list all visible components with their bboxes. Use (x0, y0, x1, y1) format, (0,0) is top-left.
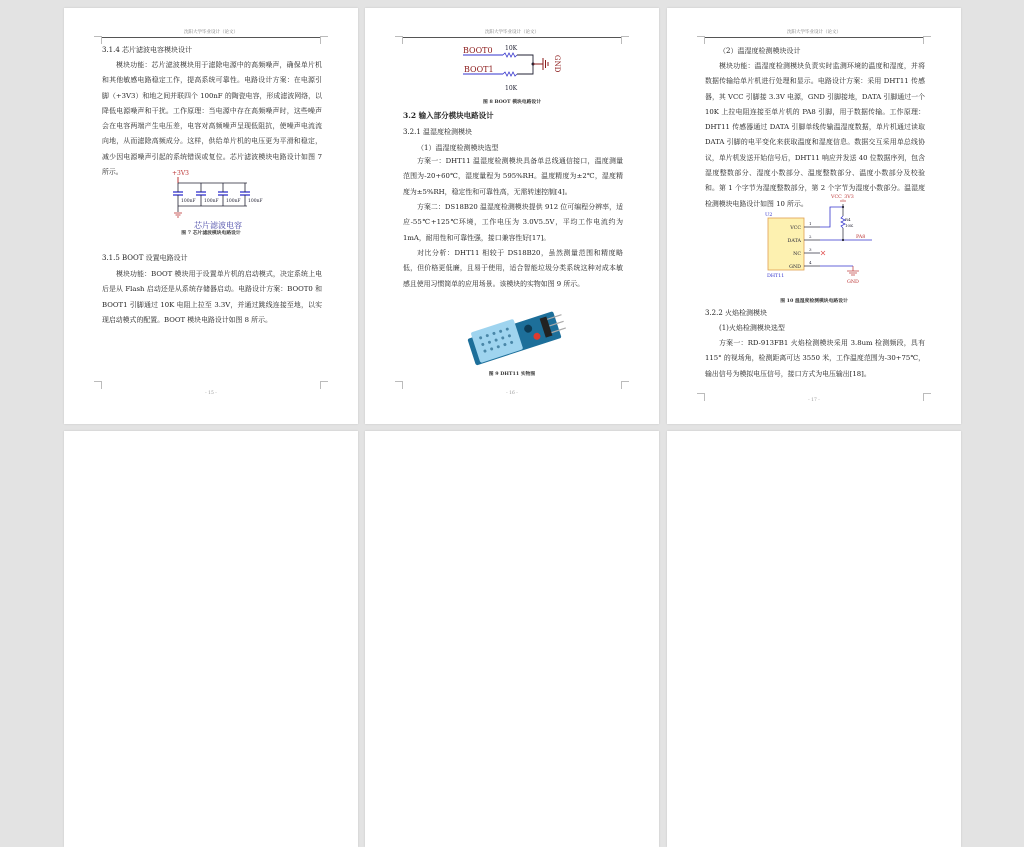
paragraph: 方案一：RD-913FB1 火焰检测模块采用 3.8um 检测频段，具有 115° 的视场角，检测距离可达 3550 米，工作温度范围为-30+75℃，输出信号为模拟电压信号，接口方式为电压输出[18]。 (705, 339, 925, 378)
cap-label: 100nF (226, 199, 241, 204)
document-page-next (365, 431, 659, 847)
filter-capacitor-schematic (172, 168, 282, 238)
figure-caption: 图 7 芯片滤波模块电路设计 (181, 230, 241, 236)
document-page-17 (667, 8, 961, 424)
pin-number: 4 (809, 260, 812, 265)
cap-label: 100nF (204, 199, 219, 204)
resistor-label: 10K (505, 45, 518, 52)
corner-mark (94, 36, 102, 44)
header-rule (403, 37, 621, 38)
figure-caption: 图 9 DHT11 实物图 (488, 371, 536, 377)
document-page-15 (64, 8, 358, 424)
dht11-schematic (765, 195, 880, 299)
ref-label: U2 (765, 212, 773, 218)
paragraph: 方案二：DS18B20 温湿度检测模块提供 912 位可编程分辨率，适应-55℃+125℃环境，工作电压为 3.0V5.5V，平均工作电流约为 1mA，耐用性和可靠性强，接口兼容性好[17]。 (403, 203, 623, 242)
corner-mark (320, 381, 328, 389)
part-label: DHT11 (767, 274, 785, 279)
page-number: - 15 - (205, 391, 217, 396)
gnd-label: GND (847, 280, 859, 285)
boot1-label: BOOT1 (464, 65, 494, 74)
pin-label: NC (793, 252, 801, 257)
page-header: 沈阳大学毕业设计（论文） (787, 30, 841, 35)
resistor-label: 10K (505, 85, 518, 92)
power-label: VCC_3V3 (831, 195, 854, 200)
document-page-next (64, 431, 358, 847)
pin-number: 2 (809, 234, 812, 239)
dht11-photo (463, 298, 573, 363)
paragraph: 模块功能：温湿度检测模块负责实时监测环境的温度和湿度，并将数据传输给单片机进行处理和显示。电路设计方案：采用 DHT11 传感器，其 VCC 引脚接 3.3V 电源，GND 引脚接地，DATA 引脚通过一个 10K 上拉电阻连接至单片机的 PA8 引脚，用于数据传输。工作原理：DHT11 传感器通过 DATA 引脚单线传输温湿度数据，单片机通过读取 DATA 引脚的电平变化来获取温度和湿度信息。数据交互采用单总线协议，单片机发送开始信号后，DHT11 响应并发送 40 位数据序列，包含湿度整数部分、湿度小数部分、温度整数部分、温度小数部分及校验和。第 1 个字节为湿度整数部分，第 2 个字节为湿度小数部分。温湿度检测模块电路设计如图 10 所示。 (705, 62, 925, 208)
page-header: 沈阳大学毕业设计（论文） (485, 30, 539, 35)
section-heading: 3.1.5 BOOT 设置电路设计 (102, 254, 188, 262)
corner-mark (621, 381, 629, 389)
subsection-heading: 3.2.2 火焰检测模块 (705, 309, 768, 317)
paragraph: 对比分析：DHT11 相较于 DS18B20，虽然测量范围和精度略低，但价格更低廉，且易于使用，适合智能垃圾分类系统这种对成本敏感且使用习惯简单的应用场景。该模块的实物如图 9 所示。 (403, 249, 623, 288)
document-page-16 (365, 8, 659, 424)
boot0-label: BOOT0 (463, 46, 493, 55)
cap-label: 100nF (248, 199, 263, 204)
paragraph: 方案一：DHT11 温湿度检测模块具备单总线通信接口，温度测量范围为-20+60℃，湿度量程为 595%RH。温度精度为±2℃，湿度精度为±5%RH，稳定性和可靠性高，无需转速控制[4]。 (403, 157, 623, 196)
page-header: 沈阳大学毕业设计（论文） (184, 30, 238, 35)
header-rule (705, 37, 923, 38)
gnd-label: GND (553, 55, 561, 73)
figure-caption: 图 8 BOOT 模块电路设计 (483, 99, 541, 105)
cap-label: 100nF (181, 199, 196, 204)
pin-label: DATA (787, 239, 801, 244)
corner-mark (320, 36, 328, 44)
pin-number: 1 (809, 221, 812, 226)
corner-mark (621, 36, 629, 44)
page-number: - 17 - (808, 398, 820, 403)
document-page-next (667, 431, 961, 847)
corner-mark (395, 381, 403, 389)
corner-mark (395, 36, 403, 44)
schematic-title: 芯片滤波电容 (194, 221, 242, 230)
paragraph: 模块功能：BOOT 模块用于设置单片机的启动模式，决定系统上电后是从 Flash 启动还是从系统存储器启动。电路设计方案：BOOT0 和 BOOT1 引脚通过 10K 电阻上拉至 3.3V，并通过跳线连接至地，以实现启动模式的配置。BOOT 模块电路设计如图 8 所示。 (102, 270, 322, 324)
pin-label: VCC (790, 226, 801, 231)
power-label: +3V3 (172, 170, 189, 177)
corner-mark (94, 381, 102, 389)
sub-heading: (1)火焰检测模块选型 (719, 324, 785, 332)
subsection-heading: 3.2.1 温湿度检测模块 (403, 128, 473, 136)
resistor-value: 10K (845, 223, 854, 228)
page-number: - 16 - (506, 391, 518, 396)
resistor-ref: R4 (845, 217, 851, 222)
net-label: PA8 (856, 235, 866, 240)
sub-heading: （2）温湿度检测模块设计 (719, 47, 801, 55)
section-heading: 3.1.4 芯片滤波电容模块设计 (102, 46, 193, 54)
boot-schematic (463, 43, 573, 98)
sub-heading: （1）温湿度检测模块选型 (417, 144, 499, 152)
pin-number: 3 (809, 247, 812, 252)
header-rule (102, 37, 320, 38)
corner-mark (697, 36, 705, 44)
paragraph: 模块功能：芯片滤波模块用于滤除电源中的高频噪声，确保单片机和其他敏感电路稳定工作，提高系统可靠性。电路设计方案：在电源引脚（+3V3）和地之间并联四个 100nF 的陶瓷电容，形成滤波网络，以降低电源噪声和干扰。工作原理：当电源中存在高频噪声时，这些噪声会在电容两端产生电压差，电容对高频噪声呈现低阻抗，使噪声电流流向地，从而滤除高频成分。这样，供给单片机的电压更为平滑和稳定，减少因电源噪声引起的系统错误或复位。芯片滤波模块电路设计如图 7 所示。 (102, 61, 322, 177)
section-heading: 3.2 输入部分模块电路设计 (403, 111, 494, 120)
corner-mark (923, 36, 931, 44)
figure-caption: 图 10 温湿度检测模块电路设计 (780, 298, 848, 304)
pin-label: GND (789, 265, 801, 270)
